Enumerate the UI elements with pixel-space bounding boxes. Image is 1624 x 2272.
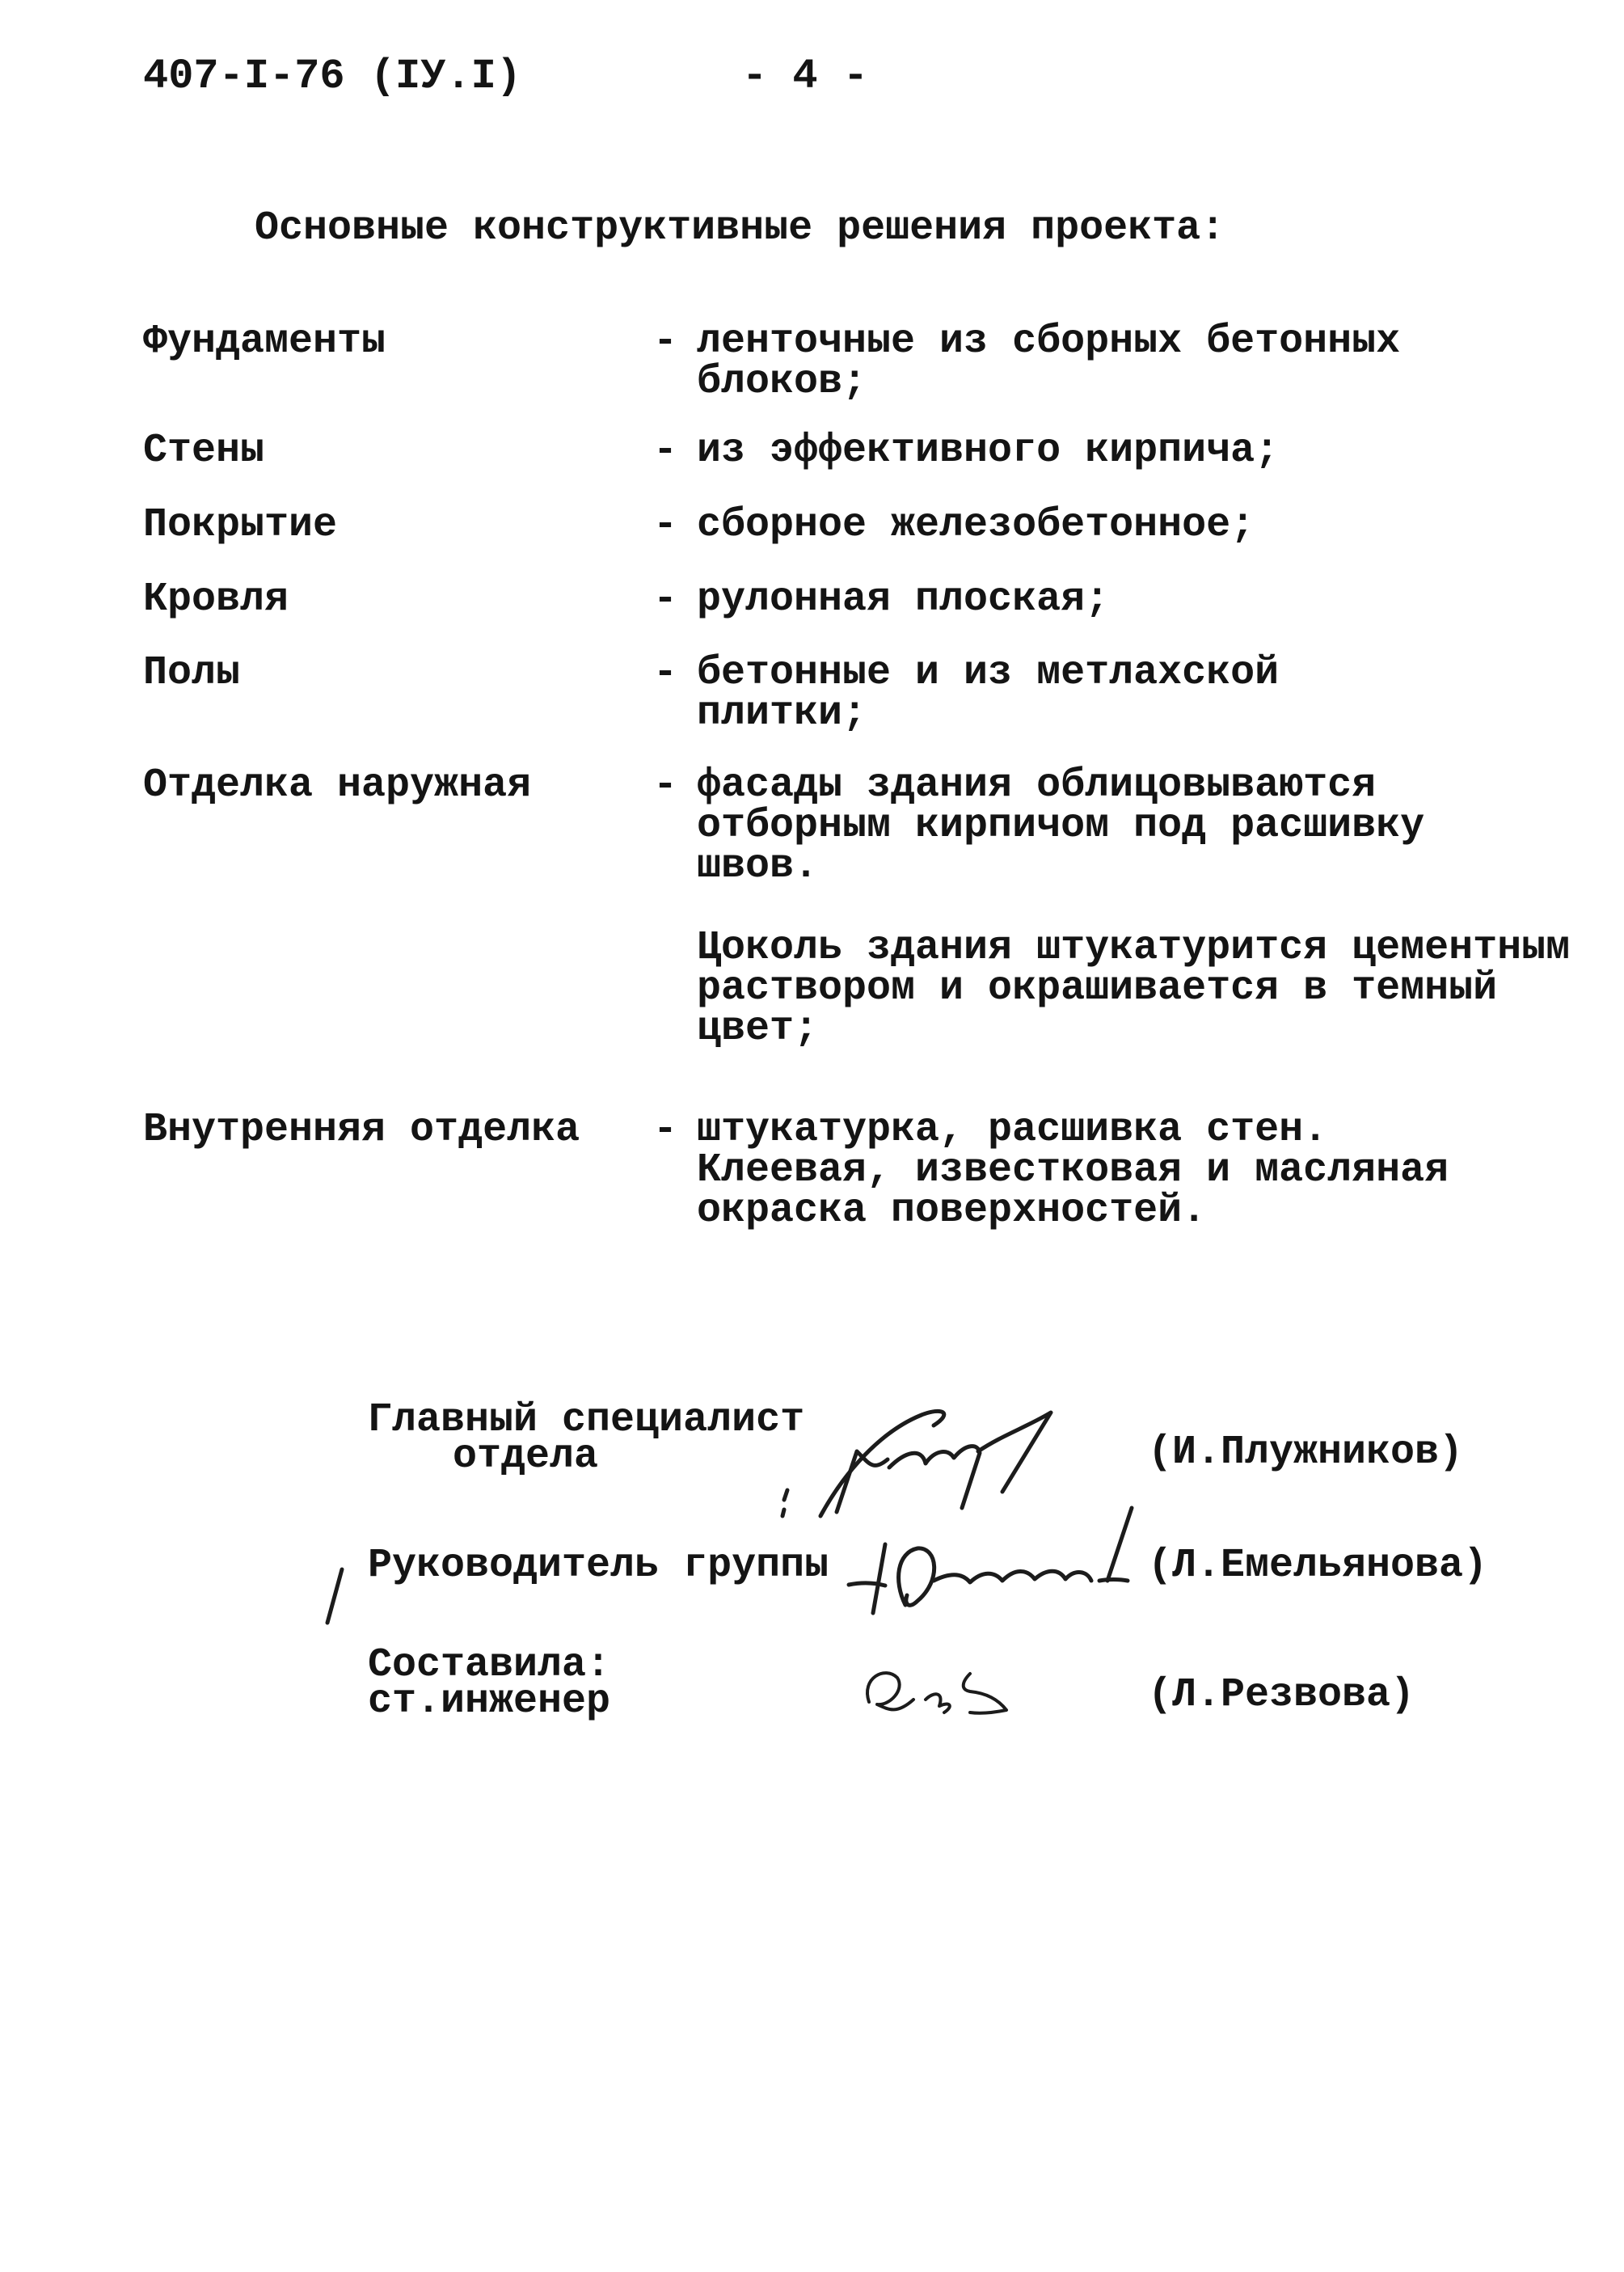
document-code: 407-I-76 (IУ.I) xyxy=(143,53,522,100)
page-number: - 4 - xyxy=(742,53,869,100)
handwritten-signature-3 xyxy=(841,1641,1051,1738)
item-dash: - xyxy=(653,428,678,474)
item-dash: - xyxy=(653,502,678,548)
item-dash: - xyxy=(653,319,678,365)
item-dash: - xyxy=(653,650,678,696)
item-value: штукатурка, расшивка стен. Клеевая, известковая и масляная окраска поверхностей. xyxy=(697,1107,1449,1234)
item-value: бетонные и из метлахской плитки; xyxy=(697,650,1280,737)
item-value: рулонная плоская; xyxy=(697,576,1110,623)
item-label: Фундаменты xyxy=(143,319,386,365)
item-dash: - xyxy=(653,762,678,809)
signer-name: (Л.Резвова) xyxy=(1148,1672,1415,1718)
item-value: Цоколь здания штукатурится цементным раствором и окрашивается в темный цвет; xyxy=(697,925,1571,1052)
item-value: сборное железобетонное; xyxy=(697,502,1255,548)
item-label: Внутренняя отделка xyxy=(143,1107,580,1153)
item-value: ленточные из сборных бетонных блоков; xyxy=(697,319,1401,405)
margin-slash-mark xyxy=(319,1565,352,1629)
item-label: Полы xyxy=(143,650,241,696)
signer-name: (И.Плужников) xyxy=(1148,1430,1464,1476)
item-value: фасады здания облицовываются отборным кирпичом под расшивку швов. xyxy=(697,762,1425,889)
signer-role: Главный специалист xyxy=(368,1397,805,1443)
item-dash: - xyxy=(653,576,678,623)
signer-role: Составила: xyxy=(368,1642,611,1688)
signer-role-line2: отдела xyxy=(453,1434,599,1480)
item-label: Покрытие xyxy=(143,502,338,548)
item-dash: - xyxy=(653,1107,678,1153)
signer-name: (Л.Емельянова) xyxy=(1148,1543,1488,1589)
signer-role: Руководитель группы xyxy=(368,1543,829,1589)
signer-role-line2: ст.инженер xyxy=(368,1679,611,1725)
item-label: Кровля xyxy=(143,576,289,623)
handwritten-signature-2 xyxy=(841,1492,1180,1629)
section-intro: Основные конструктивные решения проекта: xyxy=(255,205,1225,251)
item-label: Стены xyxy=(143,428,265,474)
item-label: Отделка наружная xyxy=(143,762,532,809)
item-value: из эффективного кирпича; xyxy=(697,428,1280,474)
